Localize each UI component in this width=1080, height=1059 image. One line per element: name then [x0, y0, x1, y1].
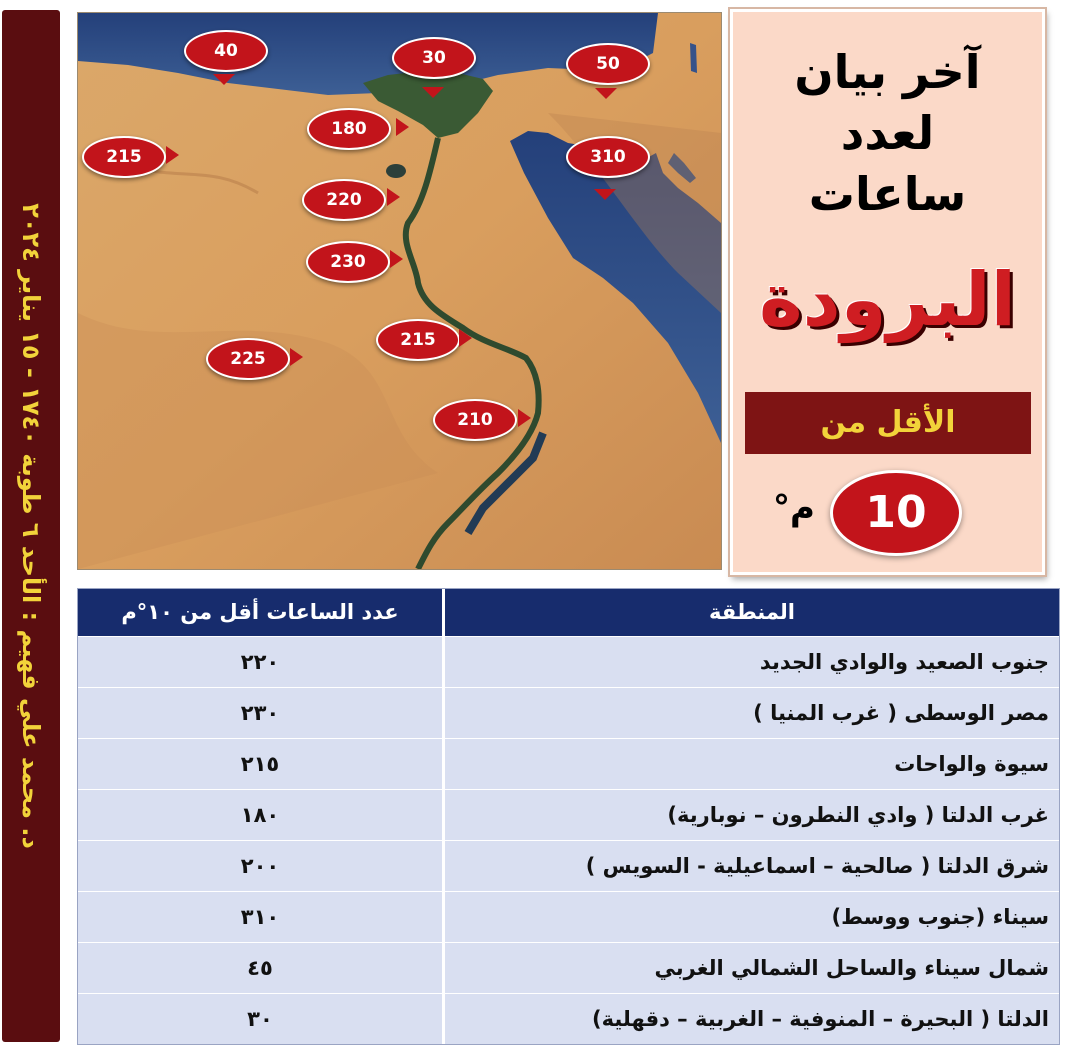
marker-pointer-icon [518, 409, 531, 427]
marker-pointer-icon [390, 250, 403, 268]
title-panel [730, 9, 1045, 575]
title-line: آخر بيان [794, 45, 981, 99]
column-divider [442, 589, 445, 1044]
marker-pointer-icon [213, 74, 235, 85]
less-than-band [745, 392, 1031, 454]
table-row [78, 738, 1059, 789]
region-cell: الدلتا ( البحيرة – المنوفية – الغربية – دقهلية) [592, 1007, 1049, 1031]
hours-cell: ٤٥ [247, 956, 273, 980]
marker-pointer-icon [166, 146, 179, 164]
credit-bar [2, 10, 60, 1042]
hours-cell: ٣٠ [247, 1007, 273, 1031]
temperature-value: 10 [830, 470, 962, 556]
less-than-label: الأقل من [820, 405, 956, 440]
hours-cell: ٢٠٠ [240, 854, 280, 878]
table-header [78, 589, 1059, 636]
marker-pointer-icon [387, 188, 400, 206]
marker-pointer-icon [396, 118, 409, 136]
region-cell: جنوب الصعيد والوادي الجديد [759, 650, 1049, 674]
marker-middle-egypt: 220 [302, 179, 386, 221]
map-graphic [78, 13, 721, 569]
marker-pointer-icon [459, 329, 472, 347]
header-region: المنطقة [708, 600, 796, 624]
marker-west-delta: 180 [307, 108, 391, 150]
table-row [78, 942, 1059, 993]
marker-pointer-icon [595, 88, 617, 99]
title-line: ساعات [808, 167, 967, 221]
marker-delta: 30 [392, 37, 476, 79]
cold-hours-table [77, 588, 1060, 1045]
marker-pointer-icon [594, 189, 616, 200]
marker-south-sinai: 310 [566, 136, 650, 178]
marker-north-coast: 40 [184, 30, 268, 72]
credit-text: د. محمد علي فهيم : الأحد ٦ طوبة ١٧٤٠ - ١٥ يناير ٢٠٢٤ [17, 203, 45, 849]
marker-upper-egypt: 215 [376, 319, 460, 361]
title-line: لعدد [840, 106, 935, 160]
marker-pointer-icon [290, 348, 303, 366]
hours-cell: ٢٣٠ [240, 701, 280, 725]
region-cell: غرب الدلتا ( وادي النطرون – نوبارية) [667, 803, 1049, 827]
region-cell: شمال سيناء والساحل الشمالي الغربي [654, 956, 1049, 980]
hours-cell: ٣١٠ [240, 905, 280, 929]
marker-west-minya: 230 [306, 241, 390, 283]
table-row [78, 993, 1059, 1044]
marker-siwa: 215 [82, 136, 166, 178]
satellite-map [77, 12, 722, 570]
region-cell: شرق الدلتا ( صالحية – اسماعيلية - السويس ) [585, 854, 1049, 878]
table-row [78, 636, 1059, 687]
hours-cell: ٢١٥ [240, 752, 280, 776]
region-cell: مصر الوسطى ( غرب المنيا ) [753, 701, 1049, 725]
table-row [78, 840, 1059, 891]
table-row [78, 687, 1059, 738]
temperature-unit: °م [773, 488, 815, 528]
region-cell: سيوة والواحات [894, 752, 1049, 776]
table-row [78, 891, 1059, 942]
marker-north-sinai: 50 [566, 43, 650, 85]
table-row [78, 789, 1059, 840]
hours-cell: ١٨٠ [240, 803, 280, 827]
cold-headline: البرودة [758, 257, 1017, 343]
panel-title [733, 42, 1042, 225]
marker-aswan: 210 [433, 399, 517, 441]
region-cell: سيناء (جنوب ووسط) [831, 905, 1049, 929]
header-hours: عدد الساعات أقل من ١٠°م [121, 600, 399, 624]
marker-pointer-icon [422, 87, 444, 98]
hours-cell: ٢٢٠ [240, 650, 280, 674]
marker-oases: 225 [206, 338, 290, 380]
